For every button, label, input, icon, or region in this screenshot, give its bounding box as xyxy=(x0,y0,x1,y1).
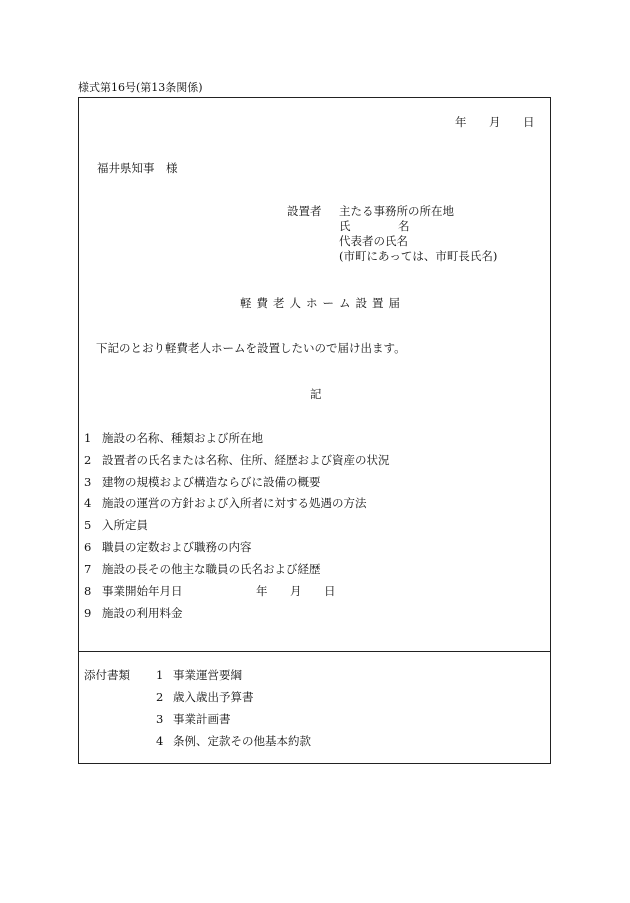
attachment-number: 2 xyxy=(156,690,164,704)
attachment-number: 1 xyxy=(156,668,164,682)
attachments-divider xyxy=(78,651,551,652)
ki-heading: 記 xyxy=(310,387,322,401)
item-text: 施設の長その他主な職員の氏名および経歴 xyxy=(102,562,321,576)
attachments-label: 添付書類 xyxy=(84,668,130,682)
item-text: 入所定員 xyxy=(102,518,148,532)
item-text: 建物の規模および構造ならびに設備の概要 xyxy=(102,475,321,489)
item-number: 7 xyxy=(84,562,92,576)
attachment-text: 事業計画書 xyxy=(173,712,231,726)
attachment-number: 4 xyxy=(156,734,164,748)
item-text: 施設の運営の方針および入所者に対する処遇の方法 xyxy=(102,496,367,510)
item-text: 施設の利用料金 xyxy=(102,606,183,620)
item-number: 3 xyxy=(84,475,92,489)
addressee: 福井県知事 様 xyxy=(97,161,178,175)
attachment-number: 3 xyxy=(156,712,164,726)
document-title: 軽費老人ホーム設置届 xyxy=(240,296,405,310)
item-number: 9 xyxy=(84,606,92,620)
start-date-day-label: 日 xyxy=(324,584,336,598)
attachment-text: 事業運営要綱 xyxy=(173,668,242,682)
representative-label: 代表者の氏名 xyxy=(339,234,408,248)
date-day-label: 日 xyxy=(523,115,535,129)
intro-text: 下記のとおり軽費老人ホームを設置したいので届け出ます。 xyxy=(96,341,406,355)
item-text: 設置者の氏名または名称、住所、経歴および資産の状況 xyxy=(102,453,390,467)
date-year-label: 年 xyxy=(455,115,467,129)
item-number: 6 xyxy=(84,540,92,554)
office-address-label: 主たる事務所の所在地 xyxy=(339,204,454,218)
form-number-label: 様式第16号(第13条関係) xyxy=(78,81,203,94)
item-number: 1 xyxy=(84,431,92,445)
applicant-role: 設置者 xyxy=(287,204,322,218)
item-number: 4 xyxy=(84,496,92,510)
item-text: 施設の名称、種類および所在地 xyxy=(102,431,263,445)
attachment-text: 歳入歳出予算書 xyxy=(173,690,254,704)
item-number: 8 xyxy=(84,584,92,598)
item-text: 職員の定数および職務の内容 xyxy=(102,540,252,554)
start-date-year-label: 年 xyxy=(256,584,268,598)
start-date-month-label: 月 xyxy=(290,584,302,598)
item-text: 事業開始年月日 xyxy=(102,584,183,598)
date-month-label: 月 xyxy=(489,115,501,129)
municipality-note: (市町にあっては、市町長氏名) xyxy=(339,249,498,263)
name-label-char-2: 名 xyxy=(398,219,410,233)
attachment-text: 条例、定款その他基本約款 xyxy=(173,734,311,748)
name-label-char-1: 氏 xyxy=(339,219,351,233)
item-number: 2 xyxy=(84,453,92,467)
item-number: 5 xyxy=(84,518,92,532)
